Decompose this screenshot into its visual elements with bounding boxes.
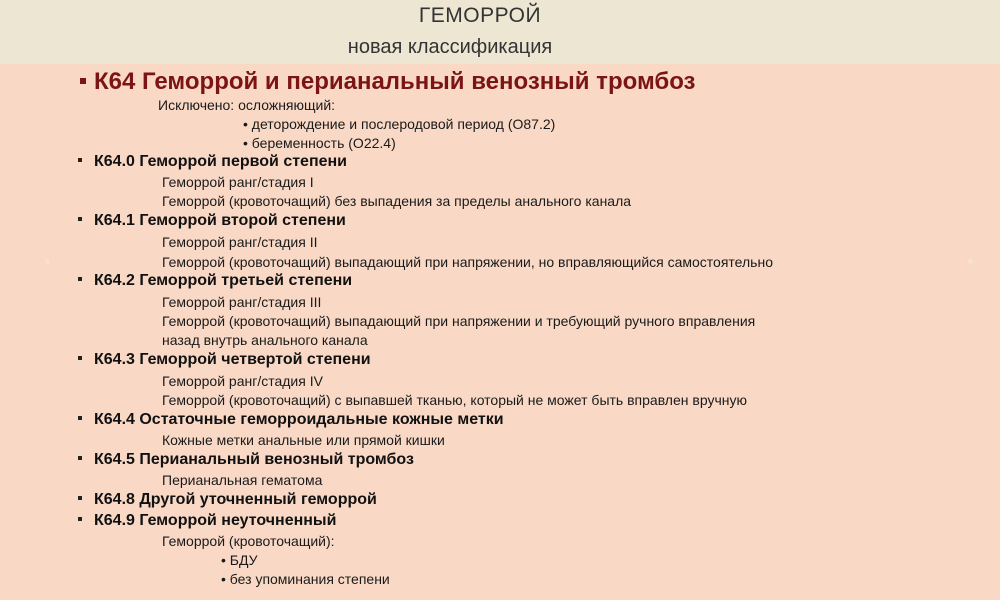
code-title: К64.0 Геморрой первой степени (94, 153, 348, 170)
code-title: К64.9 Геморрой неуточненный (94, 512, 337, 529)
code-line: Геморрой (кровоточащий) с выпавшей тканью, который не может быть вправлен вручную (162, 392, 747, 408)
code-sub-item: • без упоминания степени (221, 571, 390, 587)
code-line: Геморрой ранг/стадия I (162, 174, 314, 190)
code-line: Геморрой ранг/стадия II (162, 234, 318, 250)
square-bullet-icon (80, 78, 86, 84)
square-bullet-icon (78, 456, 82, 460)
main-heading (80, 68, 695, 96)
excluded-label: Исключено: осложняющий: (158, 97, 336, 113)
code-title: К64.2 Геморрой третьей степени (94, 272, 353, 289)
square-bullet-icon (78, 416, 82, 420)
code-line: Перианальная гематома (162, 472, 323, 488)
code-line: Геморрой (кровоточащий) выпадающий при напряжении и требующий ручного вправления (162, 313, 756, 329)
square-bullet-icon (78, 496, 82, 500)
code-k64-0 (78, 153, 347, 171)
code-line: Геморрой ранг/стадия III (162, 294, 322, 310)
code-title: К64.4 Остаточные геморроидальные кожные метки (94, 411, 504, 428)
code-k64-1 (78, 212, 346, 230)
code-k64-2 (78, 272, 352, 290)
code-line: Кожные метки анальные или прямой кишки (162, 432, 445, 448)
code-line: назад внутрь анального канала (162, 332, 368, 348)
code-line: Геморрой (кровоточащий): (162, 533, 335, 549)
code-title: К64.1 Геморрой второй степени (94, 212, 346, 229)
square-bullet-icon (78, 217, 82, 221)
square-bullet-icon (78, 517, 82, 521)
excluded-item: • деторождение и послеродовой период (О87.2) (243, 116, 556, 132)
main-heading-text: К64 Геморрой и перианальный венозный тромбоз (94, 68, 696, 95)
square-bullet-icon (78, 356, 82, 360)
code-title: К64.8 Другой уточненный геморрой (94, 491, 377, 508)
code-title: К64.3 Геморрой четвертой степени (94, 351, 371, 368)
code-k64-4 (78, 411, 504, 429)
code-line: Геморрой (кровоточащий) без выпадения за пределы анального канала (162, 193, 632, 209)
slide-dot-icon (45, 259, 50, 264)
square-bullet-icon (78, 277, 82, 281)
slide-dot-icon (968, 259, 973, 264)
code-k64-3 (78, 351, 371, 369)
code-k64-9 (78, 512, 336, 530)
code-k64-5 (78, 451, 414, 469)
page-subtitle: новая классификация (347, 36, 553, 58)
code-sub-item: • БДУ (221, 552, 258, 568)
header-band (0, 0, 1000, 64)
page-title: ГЕМОРРОЙ (418, 4, 542, 27)
code-title: К64.5 Перианальный венозный тромбоз (94, 451, 414, 468)
code-line: Геморрой ранг/стадия IV (162, 373, 323, 389)
square-bullet-icon (78, 158, 82, 162)
excluded-item: • беременность (О22.4) (243, 135, 396, 151)
code-line: Геморрой (кровоточащий) выпадающий при напряжении, но вправляющийся самостоятельно (162, 254, 773, 270)
code-k64-8 (78, 491, 377, 509)
